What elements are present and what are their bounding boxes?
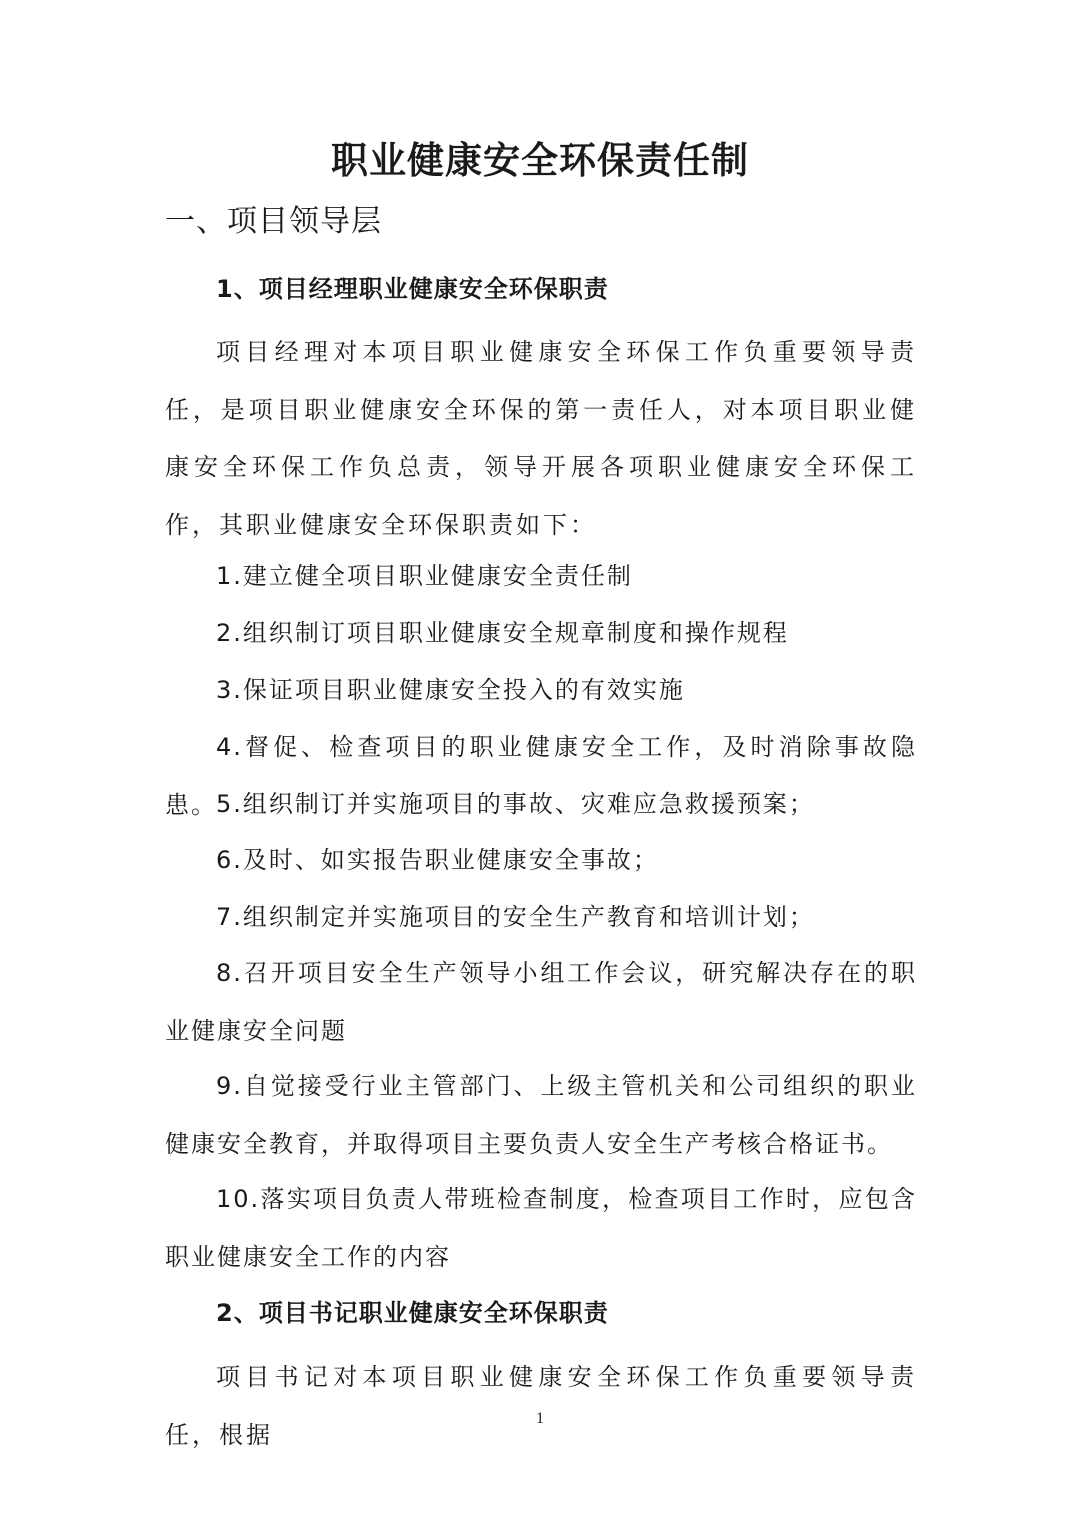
- project-manager-intro-paragraph: 项目经理对本项目职业健康安全环保工作负重要领导责任，是项目职业健康安全环保的第一责任人，对本项目职业健康安全环保工作负总责，领导开展各项职业健康安全环保工作，其职业健康安全环保职责如下：: [165, 338, 917, 539]
- duty-item-4: 4.督促、检查项目的职业健康安全工作，及时消除事故隐患。: [165, 733, 917, 819]
- subsection-heading-project-secretary: 2、项目书记职业健康安全环保职责: [216, 1299, 609, 1327]
- section-heading-leadership: 一、项目领导层: [165, 204, 382, 239]
- duty-item-5: 5.组织制订并实施项目的事故、灾难应急救援预案；: [216, 790, 815, 818]
- duty-item-7: 7.组织制定并实施项目的安全生产教育和培训计划；: [216, 903, 815, 931]
- document-title: 职业健康安全环保责任制: [331, 138, 749, 182]
- duty-item-10: 10.落实项目负责人带班检查制度，检查项目工作时，应包含职业健康安全工作的内容: [165, 1185, 917, 1271]
- project-secretary-intro-paragraph: 项目书记对本项目职业健康安全环保工作负重要领导责任，根据: [165, 1363, 917, 1449]
- duty-item-3: 3.保证项目职业健康安全投入的有效实施: [216, 676, 685, 704]
- duty-item-2: 2.组织制订项目职业健康安全规章制度和操作规程: [216, 619, 789, 647]
- duty-item-9: 9.自觉接受行业主管部门、上级主管机关和公司组织的职业健康安全教育，并取得项目主要负责人安全生产考核合格证书。: [165, 1072, 917, 1158]
- duty-item-8: 8.召开项目安全生产领导小组工作会议，研究解决存在的职业健康安全问题: [165, 959, 917, 1045]
- subsection-heading-project-manager: 1、项目经理职业健康安全环保职责: [216, 275, 609, 303]
- page-number: 1: [536, 1410, 544, 1427]
- duty-item-6: 6.及时、如实报告职业健康安全事故；: [216, 846, 659, 874]
- duty-item-1: 1.建立健全项目职业健康安全责任制: [216, 562, 633, 590]
